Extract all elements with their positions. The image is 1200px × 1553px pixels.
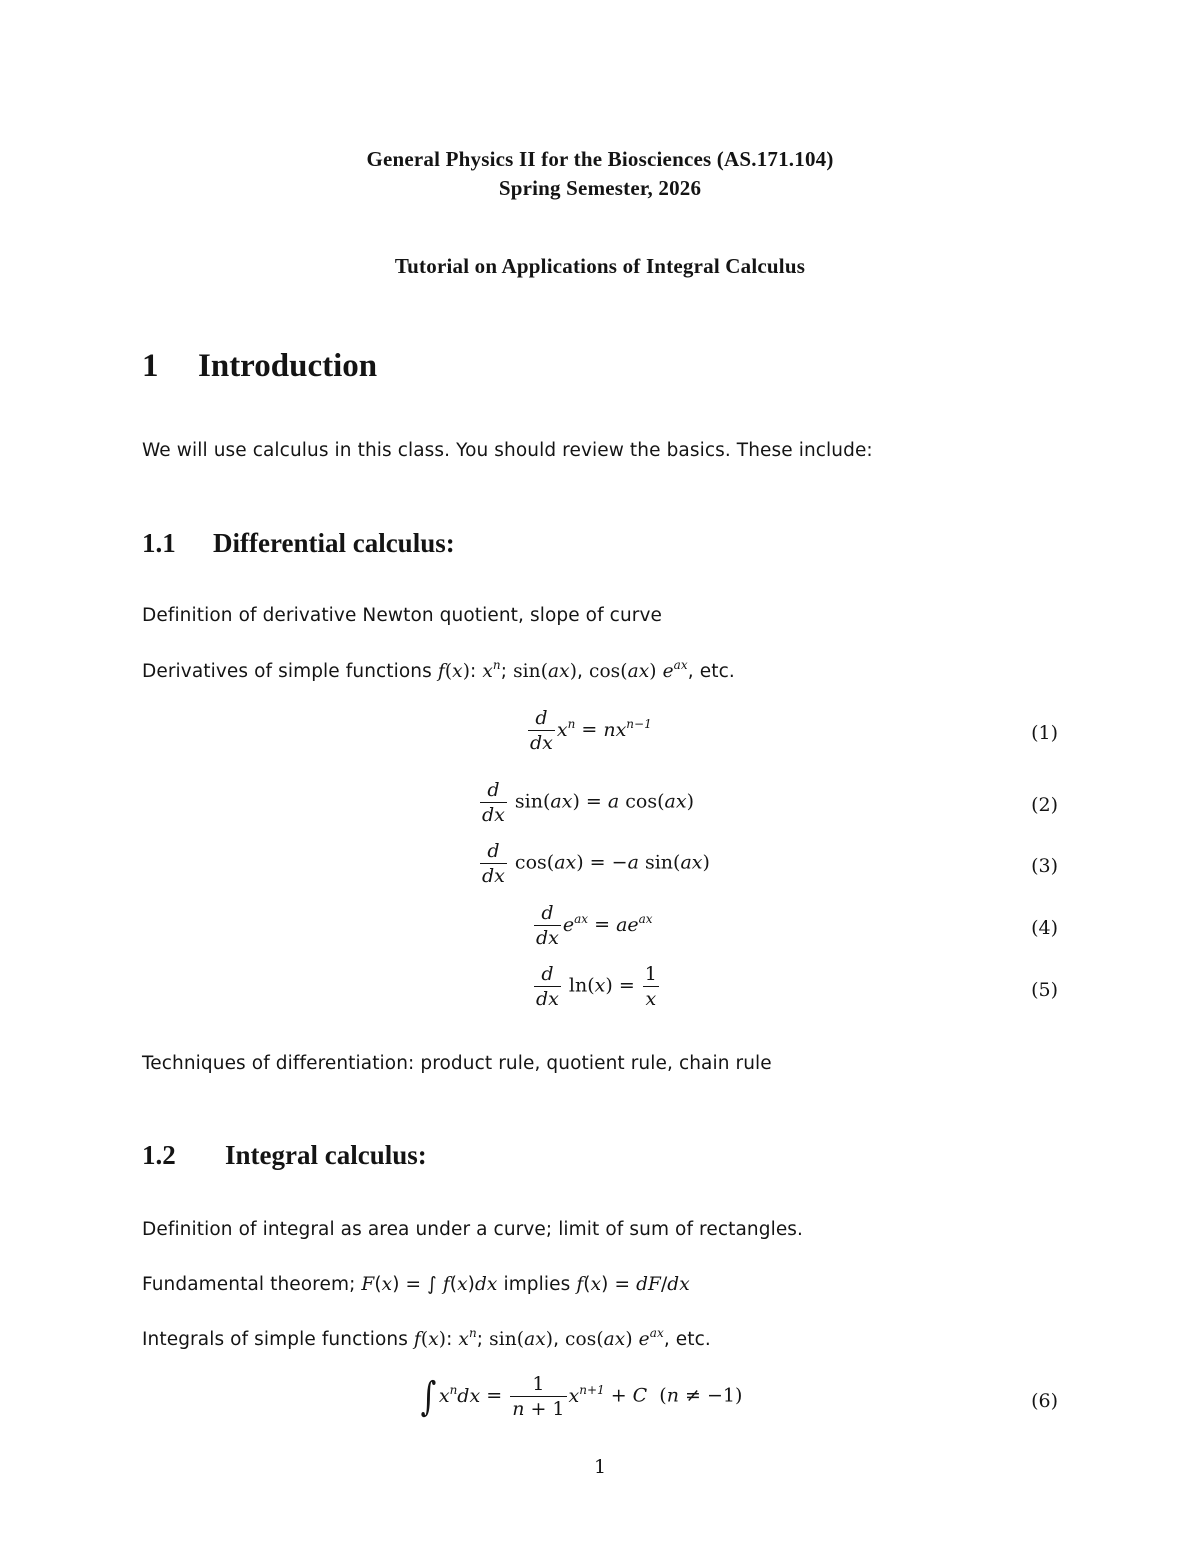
simple-integrals-text: Integrals of simple functions f(x): $x^n$; sin(ax), cos(ax) $e^{ax}$, etc. <box>142 1326 711 1350</box>
subsection-heading-integral <box>142 1140 427 1171</box>
equation-number-2: (2) <box>1031 794 1058 816</box>
course-title: General Physics II for the Biosciences (AS.171.104) <box>366 147 834 171</box>
subsection-heading-differential <box>142 528 455 559</box>
integral-definition-text: Definition of integral as area under a curve; limit of sum of rectangles. <box>142 1219 804 1240</box>
equation-number-1: (1) <box>1031 722 1058 744</box>
equation-number-6: (6) <box>1031 1390 1058 1412</box>
tutorial-title: Tutorial on Applications of Integral Calculus <box>394 254 806 278</box>
equation-number-4: (4) <box>1031 917 1058 939</box>
semester: Spring Semester, 2026 <box>498 176 702 200</box>
simple-derivatives-label: Derivatives of simple functions <box>142 661 438 682</box>
equation-6: ∫ $x^ndx$ = $\frac{1}{n + 1}$ $x^{n+1} + C$ (n ≠ −1) <box>420 1373 743 1420</box>
subsection-title: Integral calculus: <box>225 1140 427 1170</box>
equation-4: $\frac{d}{dx}$ $e^{ax} = ae^{ax}$ <box>536 902 653 949</box>
equation-number-5: (5) <box>1031 979 1058 1001</box>
differentiation-techniques-text: Techniques of differentiation: product rule, quotient rule, chain rule <box>142 1053 772 1074</box>
equation-3: $\frac{d}{dx}$ cos(ax) = −a sin(ax) <box>482 840 710 887</box>
section-number: 1 <box>142 348 159 384</box>
equation-2: $\frac{d}{dx}$ sin(ax) = a cos(ax) <box>482 779 694 826</box>
equation-5: $\frac{d}{dx}$ ln(x) = $\frac{1}{x}$ <box>536 963 657 1010</box>
simple-integrals-label: Integrals of simple functions <box>142 1329 414 1350</box>
fundamental-theorem-label: Fundamental theorem; <box>142 1274 362 1295</box>
section-heading-introduction <box>142 348 377 385</box>
equation-1: $\frac{d}{dx}$ $x^n = nx^{n-1}$ <box>530 707 652 754</box>
subsection-number: 1.1 <box>142 528 176 558</box>
integral-sign-icon: ∫ <box>420 1373 437 1420</box>
equation-number-3: (3) <box>1031 855 1058 877</box>
fundamental-theorem-text: Fundamental theorem; F(x) = ∫ f(x)dx implies f(x) = dF/dx <box>142 1274 690 1295</box>
intro-paragraph: We will use calculus in this class. You should review the basics. These include: <box>142 440 873 461</box>
derivative-definition-text: Definition of derivative Newton quotient, slope of curve <box>142 605 663 626</box>
simple-derivatives-text: Derivatives of simple functions f(x): $x^n$; sin(ax), cos(ax) $e^{ax}$, etc. <box>142 658 735 682</box>
subsection-number: 1.2 <box>142 1140 176 1170</box>
page-number: 1 <box>593 1456 607 1478</box>
subsection-title: Differential calculus: <box>213 528 455 558</box>
section-title: Introduction <box>198 348 378 384</box>
